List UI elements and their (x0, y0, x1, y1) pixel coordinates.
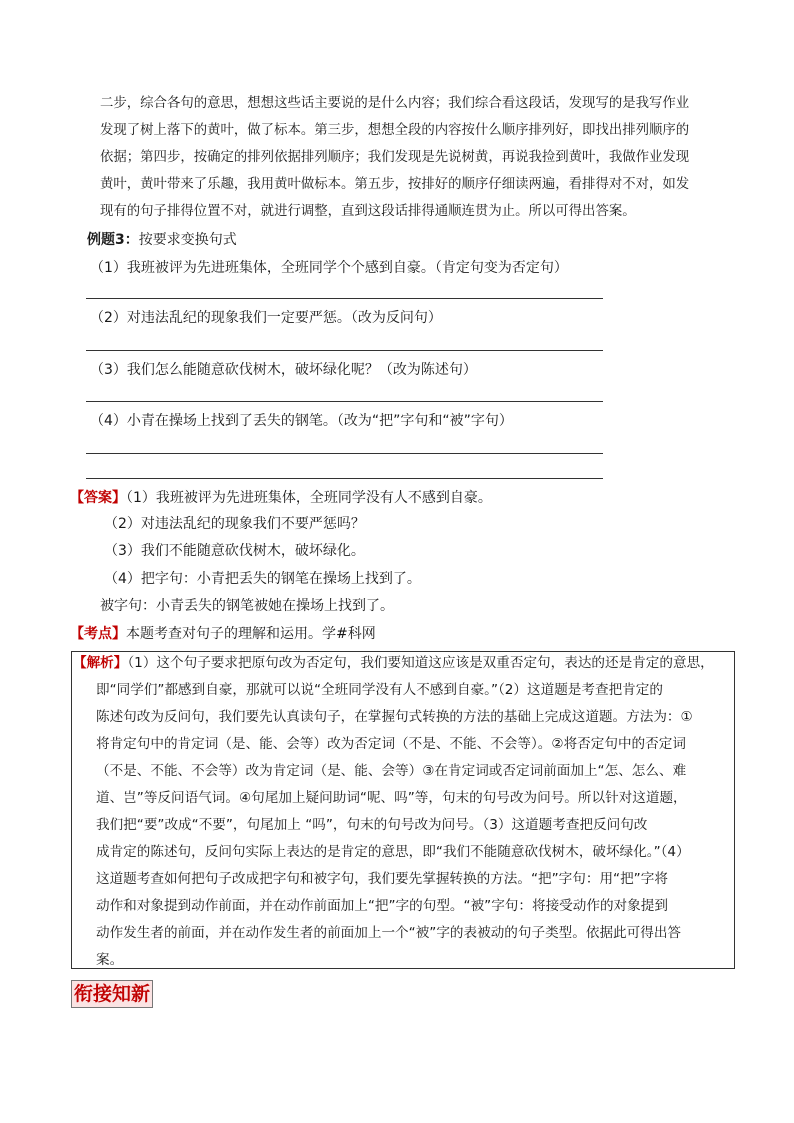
answer-blank-line (86, 453, 603, 454)
analysis-line: 动作和对象提到动作前面，并在动作前面加上“把”字的句型。“被”字句：将接受动作的对象提到 (96, 898, 668, 914)
answer-text: （1）我班被评为先进班集体，全班同学没有人不感到自豪。 (126, 490, 492, 506)
example-label: 例题3： (87, 232, 139, 248)
answer-line-2: （2）对违法乱纪的现象我们不要严惩吗？ (104, 516, 365, 532)
analysis-line: 即“同学们”都感到自豪，那就可以说“全班同学没有人不感到自豪。”（2）这道题是考查把肯定的 (96, 682, 663, 698)
analysis-line: 这道题考查如何把句子改成把字句和被字句，我们要先掌握转换的方法。“把”字句：用“把”字将 (96, 871, 668, 887)
example-title: 按要求变换句式 (138, 232, 237, 248)
analysis-line: 动作发生者的前面，并在动作发生者的前面加上一个“被”字的表被动的句子类型。依据此可得出答 (96, 925, 682, 941)
analysis-line: 道、岂”等反问语气词。④句尾加上疑问助词“呢、吗”等，句末的句号改为问号。所以针对这道题， (96, 790, 687, 806)
intro-line: 现有的句子排得位置不对，就进行调整，直到这段话排得通顺连贯为止。所以可得出答案。 (100, 204, 636, 219)
answer-blank-line (86, 478, 603, 479)
answer-blank-line (86, 350, 603, 351)
question-1: （1）我班被评为先进班集体，全班同学个个感到自豪。（肯定句变为否定句） (90, 260, 568, 276)
analysis-box (71, 651, 735, 969)
analysis-line: 案。 (96, 952, 124, 968)
answer-blank-line (86, 401, 603, 402)
kaodian-text: 本题考查对句子的理解和运用。学#科网 (126, 626, 376, 642)
intro-line: 依据；第四步，按确定的排列依据排列顺序；我们发现是先说树黄，再说我捡到黄叶，我做作业发现 (100, 150, 690, 165)
example-heading (87, 232, 237, 249)
question-4: （4）小青在操场上找到了丢失的钢笔。（改为“把”字句和“被”字句） (90, 413, 513, 429)
analysis-tag: 【解析】 (73, 655, 128, 671)
kaodian-tag: 【考点】 (70, 626, 126, 642)
answer-tag: 【答案】 (70, 490, 126, 506)
analysis-line: 【解析】（1）这个句子要求把原句改为否定句，我们要知道这应该是双重否定句，表达的还是肯定的意思， (73, 655, 714, 671)
analysis-line: （不是、不能、不会等）改为肯定词（是、能、会等）③在肯定词或否定词前面加上“怎、怎么、难 (96, 763, 687, 779)
question-3: （3）我们怎么能随意砍伐树木，破坏绿化呢？（改为陈述句） (90, 362, 477, 378)
section-header: 衔接知新 (71, 980, 153, 1008)
answer-blank-line (86, 298, 603, 299)
analysis-line: 将肯定句中的肯定词（是、能、会等）改为否定词（不是、不能、不会等）。②将否定句中的否定词 (96, 736, 686, 752)
intro-line: 黄叶，黄叶带来了乐趣，我用黄叶做标本。第五步，按排好的顺序仔细读两遍，看排得对不对，如发 (100, 177, 690, 192)
intro-line: 二步，综合各句的意思，想想这些话主要说的是什么内容；我们综合看这段话，发现写的是我写作业 (100, 96, 690, 111)
analysis-line: 我们把“要”改成“不要”，句尾加上 “吗”，句末的句号改为问号。（3）这道题考查把反问句改 (96, 817, 648, 833)
answer-line-5: 被字句：小青丢失的钢笔被她在操场上找到了。 (100, 598, 394, 614)
answer-line-1 (70, 490, 492, 507)
analysis-line: 成肯定的陈述句，反问句实际上表达的是肯定的意思，即“我们不能随意砍伐树木，破坏绿化。”（4） (96, 844, 690, 860)
question-2: （2）对违法乱纪的现象我们一定要严惩。（改为反问句） (90, 310, 442, 326)
answer-line-3: （3）我们不能随意砍伐树木，破坏绿化。 (104, 543, 365, 559)
intro-line: 发现了树上落下的黄叶，做了标本。第三步，想想全段的内容按什么顺序排列好，即找出排列顺序的 (100, 123, 690, 138)
kaodian-line (70, 626, 376, 643)
analysis-line: 陈述句改为反问句，我们要先认真读句子，在掌握句式转换的方法的基础上完成这道题。方法为：① (96, 709, 693, 725)
answer-line-4: （4）把字句：小青把丢失的钢笔在操场上找到了。 (104, 571, 421, 587)
